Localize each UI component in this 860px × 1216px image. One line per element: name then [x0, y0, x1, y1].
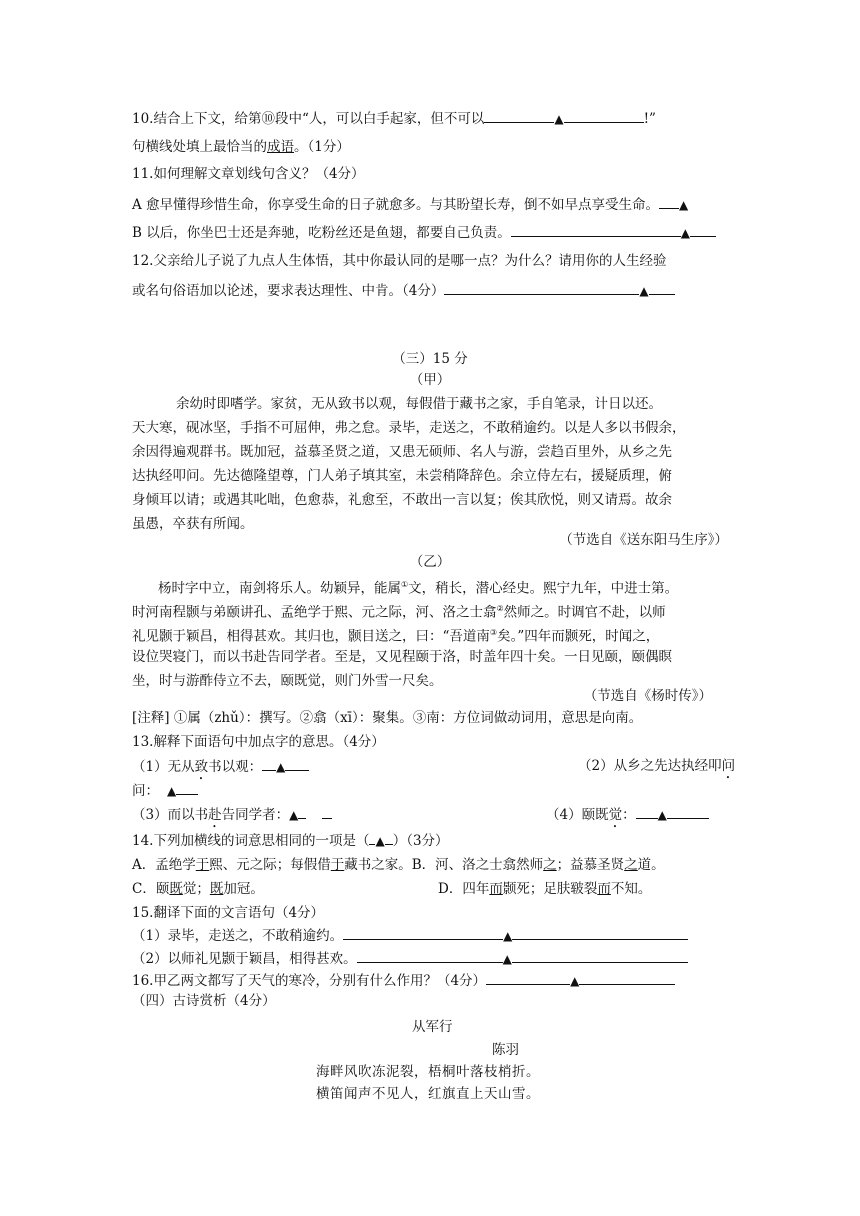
q13-answer-blank-2[interactable] — [176, 780, 198, 795]
footnote-ref: ① — [401, 580, 409, 589]
answer-marker-icon: ▲ — [657, 808, 667, 822]
answer-marker-icon: ▲ — [276, 760, 286, 774]
q11-answer-blank-b[interactable] — [511, 222, 681, 237]
dotted-char: 觉 — [608, 807, 623, 823]
q15-answer-blank-1[interactable] — [343, 925, 503, 940]
poem-author: 陈羽 — [492, 1042, 519, 1058]
answer-marker-icon: ▲ — [679, 198, 689, 212]
dotted-char: 赴 — [208, 807, 222, 823]
yi-line-3: 礼见颢于颖昌，相得甚欢。其归也，颢目送之，曰：“吾道南③矣。”四年而颢死，时闻之， — [132, 628, 660, 645]
jia-line-1: 余幼时即嗜学。家贫，无从致书以观，每假借于藏书之家，手自笔录，计日以还。 — [176, 396, 662, 412]
annotation-note: [注释] ①属（zhǔ）：撰写。②翕（xī）：聚集。③南：方位词做动词用，意思是向南。 — [132, 710, 643, 726]
jia-line-2: 天大寒，砚冰坚，手指不可屈伸，弗之怠。录毕，走送之，不敢稍逾约。以是人多以书假余， — [132, 420, 686, 436]
q13-answer-blank-1[interactable] — [285, 756, 309, 771]
answer-marker-icon: ▲ — [680, 226, 690, 240]
q16-line: 16.甲乙两文都写了天气的寒冷，分别有什么作用？（4分） ▲ — [132, 970, 675, 991]
q14-title: 14.下列加横线的词意思相同的一项是（ ▲ ）（3分） — [132, 830, 449, 851]
dotted-char: 问 — [721, 758, 736, 774]
q12-line1: 12.父亲给儿子说了九点人生体悟，其中你最认同的是哪一点？为什么？请用你的人生经验 — [132, 253, 667, 269]
q10-answer-blank[interactable] — [484, 108, 554, 123]
yi-line-1: 杨时字中立，南剑将乐人。幼颖异，能属①文，稍长，潜心经史。熙宁九年，中进士第。 — [158, 580, 679, 597]
underlined-term: 成语 — [267, 139, 294, 155]
answer-marker-icon: ▲ — [503, 929, 513, 943]
q13-item-1: （1）无从致书以观： ▲ — [132, 756, 309, 783]
answer-marker-icon: ▲ — [502, 952, 512, 966]
q11-option-b: B 以后，你坐巴士还是奔驰，吃粉丝还是鱼翅，都要自己负责。 ▲ — [132, 222, 716, 243]
yi-line-5: 坐，时与游酢侍立不去，颐既觉，则门外雪一尺矣。 — [132, 673, 443, 689]
q16-answer-blank[interactable] — [486, 970, 570, 985]
section4-title: （四）古诗赏析（4分） — [132, 993, 276, 1009]
q13-answer-blank-3[interactable] — [322, 804, 332, 819]
q13-item-4: （4）颐既觉： ▲ — [546, 804, 709, 831]
q11-option-a: A 愈早懂得珍惜生命，你享受生命的日子就愈多。与其盼望长寿，倒不如早点享受生命。 ▲ — [132, 194, 688, 215]
answer-marker-icon: ▲ — [639, 284, 649, 298]
q10-prompt: 10.结合上下文，给第⑩段中“人，可以白手起家，但不可以 — [132, 111, 485, 127]
jia-line-3: 余因得遍观群书。既加冠，益慕圣贤之道，又患无硕师、名人与游，尝趋百里外，从乡之先 — [132, 444, 672, 460]
q10-line1: 10.结合上下文，给第⑩段中“人，可以白手起家，但不可以 ▲ !” — [132, 108, 656, 129]
q14-option-a-b: A．孟绝学于熙、元之际；每假借于藏书之家。B．河、洛之士翕然师之；益慕圣贤之道。 — [132, 857, 665, 873]
footnote-ref: ③ — [489, 628, 498, 637]
jia-source: （节选自《送东阳马生序》） — [559, 532, 728, 548]
q10-line2: 句横线处填上最恰当的成语。（1分） — [132, 139, 350, 155]
q14-option-c: C．颐既觉；既加冠。 — [132, 881, 264, 897]
yi-source: （节选自《杨时传》） — [583, 688, 712, 704]
q15-item-1: （1）录毕，走送之，不敢稍逾约。 ▲ — [132, 925, 688, 946]
poem-title: 从军行 — [412, 1019, 453, 1035]
yi-line-4: 设位哭寝门，而以书赴告同学者。至是，又见程颐于洛，时盖年四十矣。一日见颐，颐偶瞑 — [132, 649, 672, 665]
yi-line-2: 时河南程颢与弟颐讲孔、孟绝学于熙、元之际，河、洛之士翕②然师之。时调官不赴，以师 — [132, 604, 666, 621]
jia-line-5: 身倾耳以请；或遇其叱咄，色愈恭，礼愈至，不敢出一言以复；俟其欣悦，则又请焉。故余 — [132, 492, 672, 508]
poem-line-2: 横笛闻声不见人，红旗直上天山雪。 — [316, 1086, 540, 1102]
q12-line2: 或名句俗语加以论述，要求表达理性、中肯。（4分） ▲ — [132, 280, 675, 301]
answer-marker-icon: ▲ — [289, 808, 299, 822]
jia-label: （甲） — [409, 372, 451, 388]
answer-marker-icon: ▲ — [570, 974, 580, 988]
q13-item-3: （3）而以书赴告同学者：▲ — [132, 804, 332, 831]
q15-item-2: （2）以师礼见颢于颖昌，相得甚欢。 ▲ — [132, 948, 688, 969]
q12-answer-blank[interactable] — [444, 280, 639, 295]
q14-answer-blank[interactable] — [385, 830, 393, 845]
q15-title: 15.翻译下面的文言语句（4分） — [132, 905, 325, 921]
dotted-char: 致 — [194, 759, 209, 775]
q13-answer-blank-4[interactable] — [667, 804, 709, 819]
section3-title: （三）15 分 — [392, 351, 468, 367]
yi-label: （乙） — [409, 554, 451, 570]
q11-answer-blank-a[interactable] — [659, 194, 679, 209]
q11-title: 11.如何理解文章划线句含义？（4分） — [132, 166, 365, 182]
q14-option-d: D．四年而颢死；足肤皲裂而不知。 — [438, 881, 652, 897]
q13-item-2: （2）从乡之先达执经叩问 — [578, 758, 736, 774]
q13-title: 13.解释下面语句中加点字的意思。（4分） — [132, 734, 385, 750]
answer-marker-icon: ▲ — [167, 784, 177, 798]
poem-line-1: 海畔风吹冻泥裂，梧桐叶落枝梢折。 — [316, 1064, 540, 1080]
q15-answer-blank-2[interactable] — [357, 948, 503, 963]
answer-marker-icon: ▲ — [375, 834, 385, 848]
q10-answer-blank-2[interactable] — [564, 108, 644, 123]
jia-line-4: 达执经叩问。先达德隆望尊，门人弟子填其室，未尝稍降辞色。余立侍左右，援疑质理，俯 — [132, 468, 672, 484]
jia-line-6: 虽愚，卒获有所闻。 — [132, 516, 254, 532]
footnote-ref: ② — [496, 604, 504, 613]
answer-marker-icon: ▲ — [554, 112, 564, 126]
q13-item-2-cont: 问： ▲ — [132, 780, 198, 801]
